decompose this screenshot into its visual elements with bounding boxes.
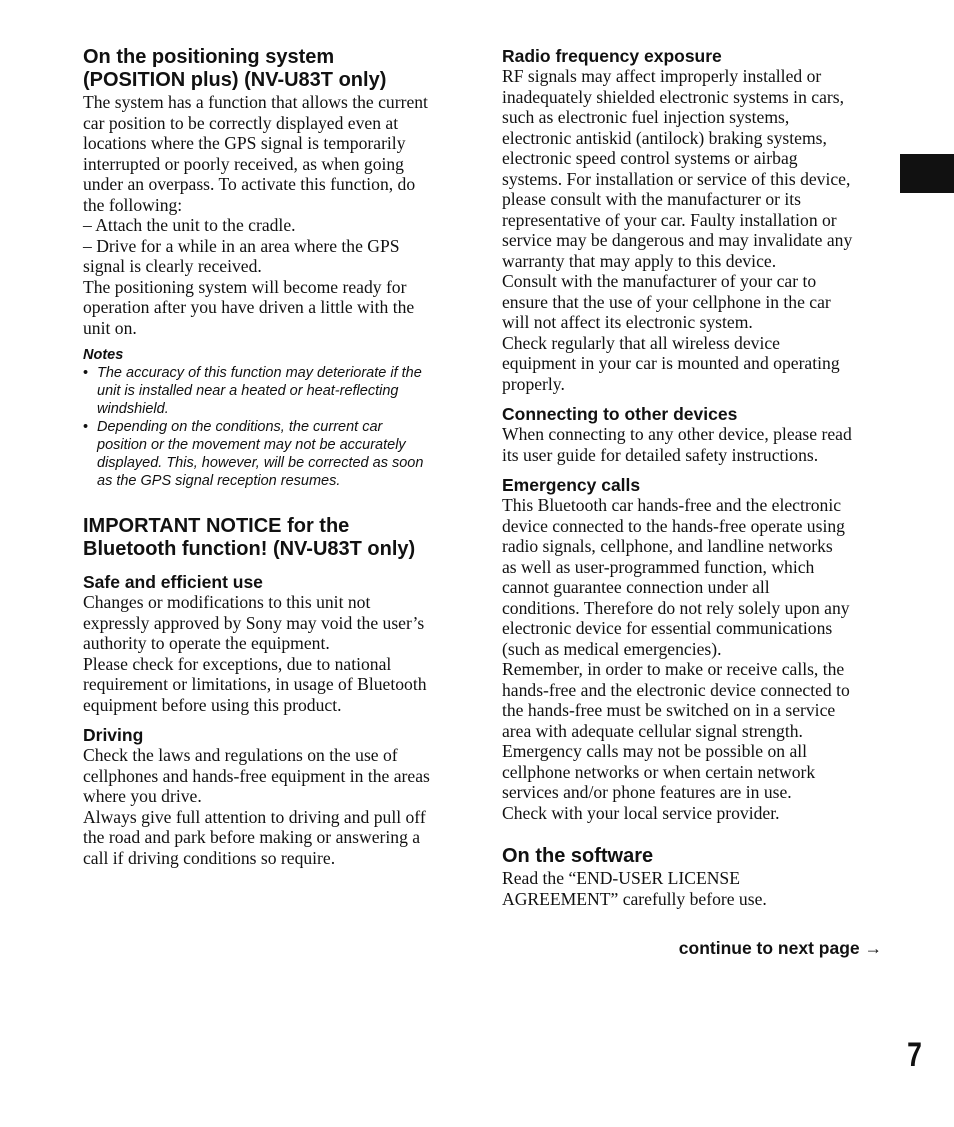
dash-item: – Attach the unit to the cradle. (83, 215, 296, 235)
dash-list (83, 215, 463, 277)
page-number: 7 (907, 1036, 922, 1074)
note-item: • Depending on the conditions, the current car position or the movement may not be accurately displayed. This, however, will be corrected as soon as the GPS signal reception resumes. (83, 419, 424, 489)
software-heading: On the software (502, 845, 654, 867)
positioning-body-continued: The positioning system will become ready for operation after you have driven a little with the unit on. (83, 276, 415, 338)
rf-exposure-body: RF signals may affect improperly installed or inadequately shielded electronic systems in cars, such as electronic fuel injection systems, electronic antiskid (antilock) braking systems, electronic speed control systems or airbag systems. For installation or service of this device, please consult with the manufacturer or its representative of your car. Faulty installation or service may be dangerous and may invalidate any warranty that may apply to this device. Consult with the manufacturer of your car to ensure that the use of your cellphone in the car will not affect its electronic system. Check regularly that all wireless device equipment in your car is mounted and operating properly. (502, 66, 853, 394)
left-column (83, 46, 463, 868)
software-body: Read the “END-USER LICENSE AGREEMENT” carefully before use. (502, 868, 767, 909)
note-item: • The accuracy of this function may deteriorate if the unit is installed near a heated or heat-reflecting windshield. (83, 365, 422, 417)
right-column (502, 46, 884, 909)
bullet-icon: • (83, 419, 89, 435)
driving-heading: Driving (83, 725, 144, 745)
driving-body: Check the laws and regulations on the use of cellphones and hands-free equipment in the areas where you drive. Always give full attention to driving and pull off the road and park before making or answering a call if driving conditions so require. (83, 745, 430, 868)
continue-to-next-page: continue to next page → (678, 938, 882, 958)
positioning-body: The system has a function that allows the current car position to be correctly displayed even at locations where the GPS signal is temporarily interrupted or poorly received, as when going under an overpass. To activate this function, do the following: (83, 92, 428, 215)
emergency-body: This Bluetooth car hands-free and the electronic device connected to the hands-free operate using radio signals, cellphone, and landline networks as well as user-programmed function, which cannot guarantee connection under all conditions. Therefore do not rely solely upon any electronic device for essential communications (such as medical emergencies). Remember, in order to make or receive calls, the hands-free and the electronic device connected to the hands-free must be switched on in a service area with adequate cellular signal strength. Emergency calls may not be possible on all cellphone networks or when certain network services and/or phone features are in use. Check with your local service provider. (502, 495, 850, 823)
bullet-icon: • (83, 365, 89, 381)
rf-exposure-heading: Radio frequency exposure (502, 46, 722, 66)
connecting-body: When connecting to any other device, please read its user guide for detailed safety instructions. (502, 424, 852, 465)
section-tab-marker (900, 154, 954, 193)
emergency-heading: Emergency calls (502, 475, 641, 495)
connecting-heading: Connecting to other devices (502, 404, 738, 424)
safe-use-heading: Safe and efficient use (83, 572, 263, 592)
safe-use-body: Changes or modifications to this unit not expressly approved by Sony may void the user’s authority to operate the equipment. Please check for exceptions, due to national requirement or limitations, in usage of Bluetooth equipment before using this product. (83, 592, 427, 715)
positioning-heading: On the positioning system (POSITION plus) (NV-U83T only) (83, 46, 387, 91)
notes-heading: Notes (83, 347, 124, 363)
bluetooth-notice-heading: IMPORTANT NOTICE for the Bluetooth function! (NV-U83T only) (83, 515, 416, 560)
dash-item: – Drive for a while in an area where the GPS signal is clearly received. (83, 235, 400, 276)
